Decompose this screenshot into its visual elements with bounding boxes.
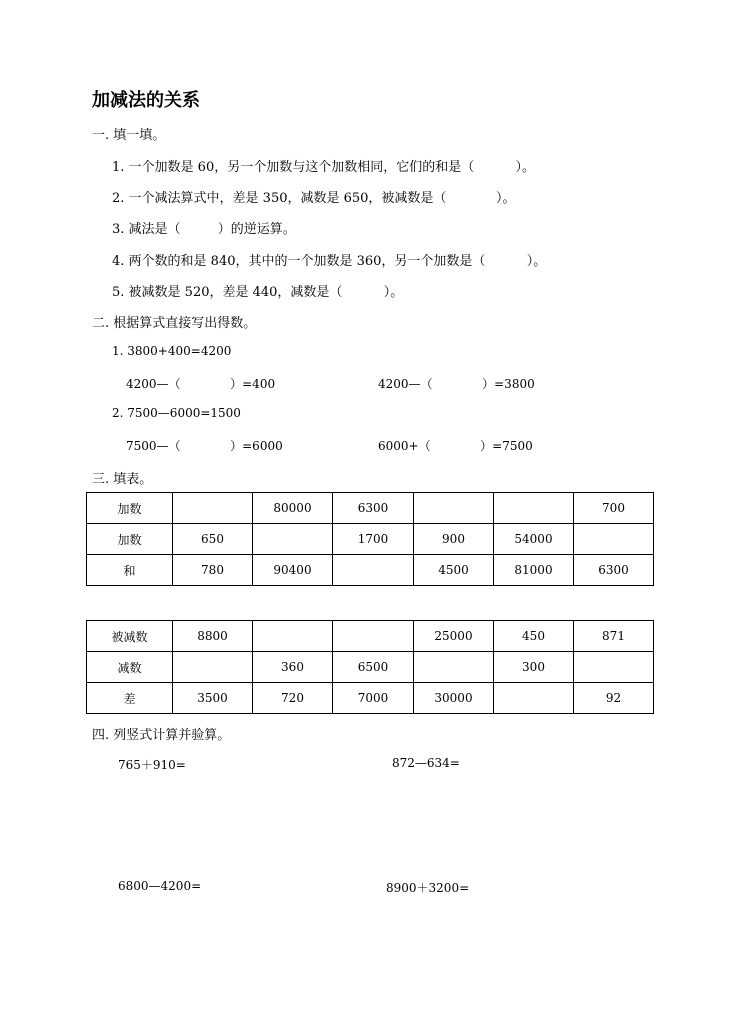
section2-heading: 二. 根据算式直接写出得数。 [92,316,257,331]
table-cell: 780 [173,555,253,586]
fill-item-4: 4. 两个数的和是 840，其中的一个加数是 360，另一个加数是（ ）。 [112,254,547,269]
table-cell [253,621,333,652]
row-header: 差 [87,683,173,714]
table-cell [494,683,574,714]
row-header: 加数 [87,493,173,524]
table-cell: 80000 [253,493,333,524]
row-header: 被减数 [87,621,173,652]
fill-item-3: 3. 减法是（ ）的逆运算。 [112,222,296,237]
equation-2b: 6000+（ ）=7500 [378,439,533,453]
table-cell: 6300 [574,555,654,586]
table-row [87,493,654,524]
vertical-calc-1: 765＋910= [118,758,186,772]
row-header: 加数 [87,524,173,555]
table-cell [173,652,253,683]
table-cell [253,524,333,555]
fill-item-2: 2. 一个减法算式中，差是 350，减数是 650，被减数是（ ）。 [112,191,516,206]
table-cell: 92 [574,683,654,714]
table-cell: 6300 [333,493,414,524]
table-cell: 8800 [173,621,253,652]
row-header: 和 [87,555,173,586]
table-cell: 450 [494,621,574,652]
table-cell: 900 [414,524,494,555]
table-cell: 30000 [414,683,494,714]
table-row [87,524,654,555]
table-cell [173,493,253,524]
table-row [87,555,654,586]
table-cell [574,652,654,683]
section3-heading: 三. 填表。 [92,472,153,487]
table-cell [333,621,414,652]
table-row [87,621,654,652]
table-cell [414,652,494,683]
addition-table [86,492,654,586]
subtraction-table [86,620,654,714]
table-cell: 871 [574,621,654,652]
table-cell: 7000 [333,683,414,714]
table-cell [333,555,414,586]
table-cell [414,493,494,524]
equation-1a: 4200—（ ）=400 [126,377,276,391]
table-row [87,683,654,714]
table-cell: 25000 [414,621,494,652]
table-cell: 1700 [333,524,414,555]
equation-1: 1. 3800+400=4200 [112,344,232,358]
equation-1b: 4200—（ ）=3800 [378,377,535,391]
equation-2a: 7500—（ ）=6000 [126,439,283,453]
fill-item-5: 5. 被减数是 520，差是 440，减数是（ ）。 [112,285,404,300]
table-cell: 4500 [414,555,494,586]
table-cell: 54000 [494,524,574,555]
table-cell: 3500 [173,683,253,714]
table-cell [494,493,574,524]
section4-heading: 四. 列竖式计算并验算。 [92,728,231,743]
table-cell: 300 [494,652,574,683]
row-header: 减数 [87,652,173,683]
vertical-calc-3: 6800—4200= [118,879,202,893]
table-cell: 90400 [253,555,333,586]
vertical-calc-4: 8900＋3200= [386,881,470,895]
table-cell: 6500 [333,652,414,683]
table-cell: 650 [173,524,253,555]
page-title: 加减法的关系 [92,90,200,111]
table-cell: 700 [574,493,654,524]
equation-2: 2. 7500—6000=1500 [112,406,241,420]
table-row [87,652,654,683]
fill-item-1: 1. 一个加数是 60，另一个加数与这个加数相同，它们的和是（ ）。 [112,160,536,175]
table-cell: 360 [253,652,333,683]
table-cell: 720 [253,683,333,714]
vertical-calc-2: 872—634= [392,756,460,770]
table-cell [574,524,654,555]
section1-heading: 一. 填一填。 [92,128,166,143]
table-cell: 81000 [494,555,574,586]
